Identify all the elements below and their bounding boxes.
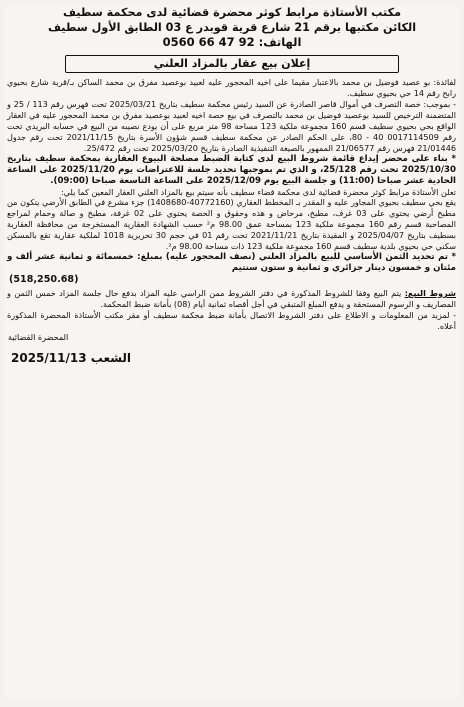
announcement-body	[5, 77, 459, 332]
conditions-text: يتم البيع وفقا للشروط المذكورة في دفتر الشروط ممن الراسي عليه المزاد بدفع حال جلسة المزاد خمس الثمن و المصاريف و الرسوم المستحقة و يدفع المبلغ المتبقي في أجل أقصاه ثمانية أيام (08) بأمانة ضبط المحكمة.	[7, 288, 456, 310]
office-name: مكتب الأستاذة مرابط كوثر محضرة قضائية لدى محكمة سطيف	[62, 6, 402, 19]
phone-number: 0560 66 47 92	[162, 35, 255, 49]
phone-label: الهاتف:	[258, 35, 302, 49]
deposit-paragraph: * بناء على محضر إيداع قائمة شروط البيع لدى كتابة الضبط مصلحة البيوع العقارية بمحكمة سطيف بتاريخ 2025/10/30 تحت رقم 25/128، و الذي تم بموجبها تحديد جلسة للاعتراضات يوم 2025/11/20 على الساعة الحادية عشر صباحا (11:00) و جلسة البيع يوم 2025/12/09 على الساعة التاسعة صباحا (09:00).	[7, 153, 456, 186]
property-description: يقع بحي سطيف بحيوي المجاور عليه و المقدر بـ المخطط العقاري (40772160-1408680) جزء مشرع في الطابق الأرضي يتكون من مطبخ أرضي يحتوي على 03 غرف، مطبخ، مرحاض و هذه وحقوق و الحصة يحتوي على 02 غرفة، مطبخ و صالة وحمام لمراجع المصاحبة قسم رقم 160 مجموعة ملكية 123 بمساحة عمق 98.00 م² حسب الشهادة العقارية المستخرجة من محافظة العقارية بسطيف بتاريخ 2025/04/07 و المقيدة بتاريخ 2021/11/21 تحت رقم 01 في حجم 30 تحريرية 1018 لملكية عقارية تقع بالمسكن سكني حي بحيوي بلدية سطيف قسم 160 مجموعة ملكية 123 ذات مساحة 98.00 م².	[7, 197, 457, 252]
office-address: الكائن مكتبها برقم 21 شارع قرية قوبدر ع 03 الطابق الأول سطيف	[47, 21, 417, 34]
office-header	[5, 4, 459, 50]
signature-row	[5, 332, 459, 343]
beneficiary-paragraph: لفائدة: بو عصيد فوضيل بن محمد بالاعتبار مقيما على اخيه المحجور عليه لعبيد بوعصيد مفرق بن محمد الساكن بـ/قرية شارع بحيوي رابح رقم 14 حي بحيوي سطيف.	[7, 77, 456, 98]
price-paragraph: * تم تحديد الثمن الأساسي للبيع بالمزاد العلني (نصف المحجور عليه) بمبلغ: خمسمائة و ثمانية عشر ألف و مئتان و خمسون دينار جزائري و ثمانية و ستون سنتيم	[7, 252, 456, 274]
announcement-page	[5, 4, 459, 699]
authorization-paragraph: - بموجب: خصة التصرف في أموال قاصر الصادرة عن السيد رئيس محكمة سطيف بتاريخ 2025/03/21 تحت فهرس رقم 113 / 25 و المتضمنة الترخيص للسيد بوعصيد فوضيل بن محمد بالتصرف في بيع حصة اخيه لعبيد بوعصيد مفرق بن محمد المحجور عليه في العقار الواقع بحي بحيوي سطيف قسم 160 مجموعة ملكية 123 مساحة 98 متر مربع على أن يودع نصيبه من البيع في حسابه البريدي تحت رقم 0017114509 40 - 80، على الحكم الصادر عن محكمة سطيف قسم شؤون الأسرة بتاريخ 2021/11/15 تحت رقم جدول 21/01446 فهرس رقم 21/06577 الممهور بالصيغة التنفيذية الصادرة بتاريخ 2025/03/20 تحت رقم 25/472.	[7, 98, 457, 153]
newspaper-footer: الشعب 2025/11/13	[11, 350, 132, 365]
contact-paragraph: - لمزيد من المعلومات و الاطلاع على دفتر الشروط الاتصال بأمانة ضبط محكمة سطيف أو مقر مكتب الأستاذة المحضرة المذكورة أعلاه.	[7, 310, 456, 331]
signature-label: المحضرة القضائية	[8, 331, 69, 342]
conditions-title: شروط البيع:	[404, 288, 456, 299]
sale-banner: إعلان بيع عقار بالمزاد العلني	[65, 55, 399, 73]
office-phone	[5, 35, 459, 50]
announcement-paragraph: تعلن الأستاذة مرابط كوثر محضرة قضائية لدى محكمة قضاء سطيف بأنه سيتم بيع بالمزاد العلني العقار المعين كما يلي:	[60, 186, 456, 197]
price-value: (518,250.68)	[9, 274, 79, 286]
conditions-paragraph	[7, 288, 456, 310]
